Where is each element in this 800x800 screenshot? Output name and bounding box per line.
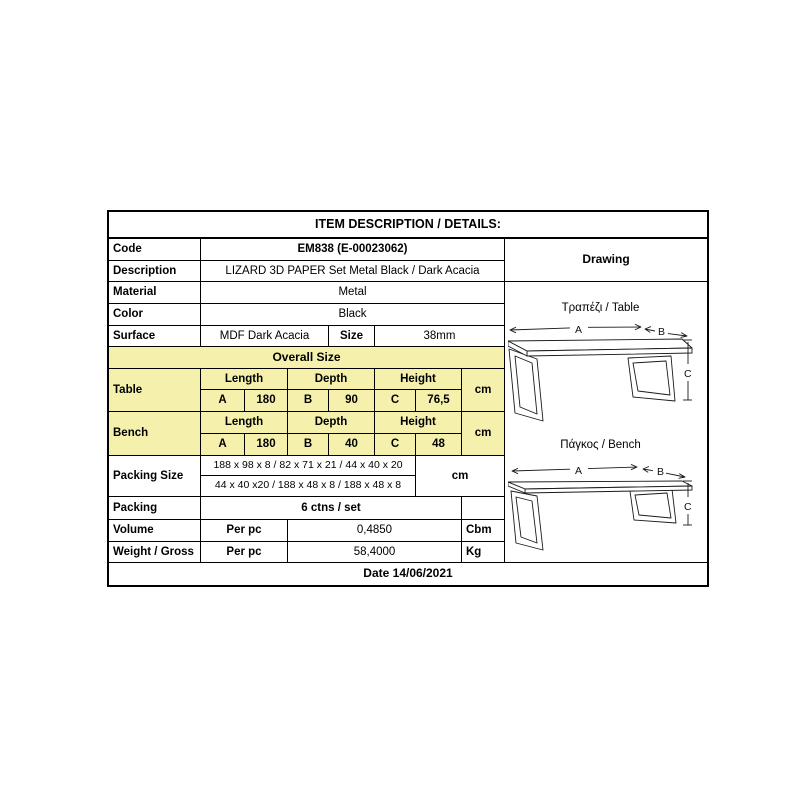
table-dim-b-label: B (658, 326, 666, 338)
date-row: Date 14/06/2021 (363, 566, 453, 581)
table-dim-a-key: A (201, 390, 245, 412)
table-height-header: Height (375, 369, 462, 390)
bench-dim-b-key: B (288, 434, 329, 456)
description-value: LIZARD 3D PAPER Set Metal Black / Dark Acacia (201, 261, 505, 282)
weight-value: 58,4000 (288, 542, 462, 563)
color-value: Black (201, 304, 505, 326)
material-value: Metal (201, 282, 505, 304)
table-length-value: 180 (245, 390, 288, 412)
bench-depth-value: 40 (329, 434, 375, 456)
bench-height-header: Height (375, 412, 462, 434)
volume-unit: Cbm (462, 520, 505, 542)
weight-unit: Kg (462, 542, 505, 563)
bench-length-value: 180 (245, 434, 288, 456)
packing-size-label: Packing Size (109, 456, 201, 497)
spec-table (107, 210, 709, 587)
table-dim-c-key: C (375, 390, 416, 412)
table-length-header: Length (201, 369, 288, 390)
packing-size-line2: 44 x 40 x20 / 188 x 48 x 8 / 188 x 48 x 8 (201, 476, 416, 497)
bench-drawing-caption: Πάγκος / Bench (560, 439, 641, 451)
surface-size-label: Size (329, 326, 375, 347)
table-group-label: Table (109, 369, 201, 412)
bench-length-header: Length (201, 412, 288, 434)
packing-value: 6 ctns / set (201, 497, 462, 520)
color-label: Color (109, 304, 201, 326)
sheet-title: ITEM DESCRIPTION / DETAILS: (109, 212, 707, 239)
table-drawing-caption: Τραπέζι / Table (561, 302, 640, 314)
table-dim-b-key: B (288, 390, 329, 412)
bench-dim-a-label: A (575, 465, 583, 477)
drawing-title: Drawing (505, 239, 707, 282)
bench-height-value: 48 (416, 434, 462, 456)
table-drawing (508, 322, 698, 430)
bench-drawing (508, 460, 698, 558)
table-unit: cm (462, 369, 505, 412)
surface-value: MDF Dark Acacia (201, 326, 329, 347)
volume-value: 0,4850 (288, 520, 462, 542)
table-height-value: 76,5 (416, 390, 462, 412)
volume-label: Volume (109, 520, 201, 542)
packing-size-line1: 188 x 98 x 8 / 82 x 71 x 21 / 44 x 40 x 20 (201, 456, 416, 476)
packing-label: Packing (109, 497, 201, 520)
bench-dim-b-label: B (657, 466, 665, 478)
table-dim-a-label: A (575, 324, 583, 336)
surface-size-value: 38mm (375, 326, 505, 347)
material-label: Material (109, 282, 201, 304)
drawing-area (505, 282, 707, 563)
packing-empty-cell (462, 497, 505, 520)
volume-per: Per pc (201, 520, 288, 542)
code-label: Code (109, 239, 201, 261)
weight-label: Weight / Gross (109, 542, 201, 563)
surface-label: Surface (109, 326, 201, 347)
bench-dim-a-key: A (201, 434, 245, 456)
bench-dim-c-label: C (684, 501, 692, 513)
bench-unit: cm (462, 412, 505, 456)
table-depth-header: Depth (288, 369, 375, 390)
code-value: EM838 (E-00023062) (201, 239, 505, 261)
bench-dim-c-key: C (375, 434, 416, 456)
packing-size-unit: cm (416, 456, 505, 497)
weight-per: Per pc (201, 542, 288, 563)
bench-group-label: Bench (109, 412, 201, 456)
bench-depth-header: Depth (288, 412, 375, 434)
overall-size-title: Overall Size (109, 347, 505, 369)
table-depth-value: 90 (329, 390, 375, 412)
table-dim-c-label: C (684, 368, 692, 380)
description-label: Description (109, 261, 201, 282)
